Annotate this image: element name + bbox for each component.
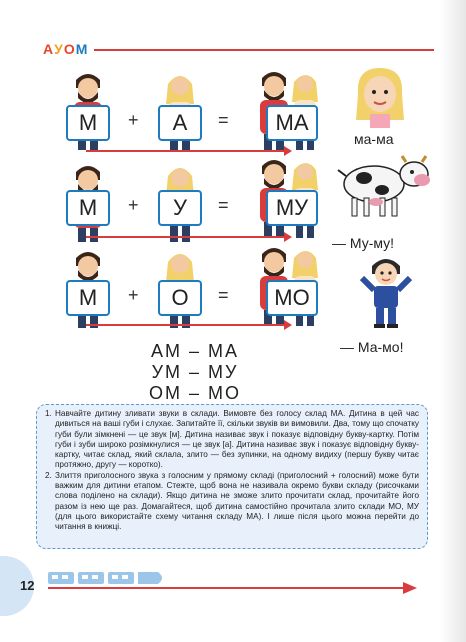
syllable-card-result: МО [266, 280, 318, 316]
letter-card-vowel: О [158, 280, 202, 316]
page-edge-shadow [440, 0, 466, 642]
syllable-line: АМ – МА [150, 341, 239, 361]
teacher-notes-box [36, 404, 428, 549]
header-letter-a: А [43, 41, 55, 57]
header-letter-o: О [63, 41, 76, 57]
header-letters [43, 41, 88, 57]
girl-face-icon [352, 64, 408, 128]
footer-rule [48, 587, 408, 589]
note-item [45, 409, 419, 471]
header [43, 41, 434, 57]
header-rule [94, 49, 434, 51]
letter-card-vowel: У [158, 190, 202, 226]
row-arrow [86, 324, 286, 326]
equals-sign: = [218, 110, 229, 130]
syllable-card-result: МУ [266, 190, 318, 226]
train-icon [48, 570, 168, 588]
letter-card-consonant: М [66, 280, 110, 316]
note-number: 2. [45, 470, 52, 480]
letter-card-consonant: М [66, 190, 110, 226]
equals-sign: = [218, 285, 229, 305]
letter-card-consonant: М [66, 105, 110, 141]
note-text: Навчайте дитину зливати звуки в склади. Вимовте без голосу склад МА. Дитина в цей час дивиться на ваші губи і слухає. Запитайте її, скільки звуків ви вимовили. Два, тому що спочатку губи були зімкнені — це звук [м]. Дитина називає звук і показує відповідну букву-картку. Потім губи і зуби широко розімкнулися — це звук [а]. Дитина називає звук і показує відповідну букву-картку, читає склад, який склала, злито — без зупинки, на одному видиху (першу букву читає протяжно, другу — коротко). [55, 409, 419, 470]
header-letter-m: М [75, 41, 89, 57]
row-arrow [86, 150, 286, 152]
plus-sign: + [128, 285, 139, 305]
boy-icon [358, 254, 414, 328]
row-arrow-head [284, 146, 292, 156]
plus-sign: + [128, 195, 139, 215]
page-number: 12 [20, 578, 35, 593]
equals-sign: = [218, 195, 229, 215]
plus-sign: + [128, 110, 139, 130]
speech-cow: — Му-му! [332, 235, 395, 251]
row-arrow [86, 236, 286, 238]
speech-boy: — Ма-мо! [340, 339, 404, 355]
syllable-line: УМ – МУ [151, 362, 239, 382]
syllable-line: ОМ – МО [148, 383, 241, 403]
header-letter-u: У [54, 41, 64, 57]
letter-card-vowel: А [158, 105, 202, 141]
syllable-list [140, 341, 250, 404]
note-text: Злиття приголосного звука з голосним у прямому складі (приголосний + голосний) може бути важким для дитини етапом. Стежте, щоб вона не називала окремо букви складу (рисочками слова поділено на склади). Якщо дитина не зможе злито прочитати склад, прочитайте його разом із нею ще раз. Домагайтеся, щоб дитина самостійно прочитала злито склади МО, МУ (для цього використайте схему читання складу МА). І лише після цього можна перейти до читання в книжці. [55, 470, 419, 532]
cow-icon [336, 154, 436, 218]
row-arrow-head [284, 320, 292, 330]
row-arrow-head [284, 232, 292, 242]
note-number: 1. [45, 409, 52, 418]
syllable-card-result: МА [266, 105, 318, 141]
footer-arrow-head [403, 582, 417, 594]
note-item [45, 471, 419, 533]
speech-girl: ма-ма [354, 131, 394, 147]
